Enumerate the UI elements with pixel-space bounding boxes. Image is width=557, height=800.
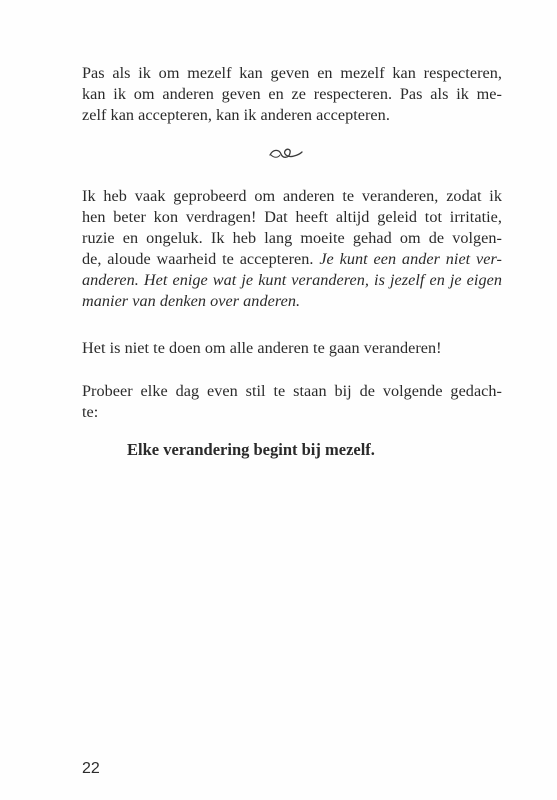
paragraph-reflect-daily — [82, 381, 502, 423]
paragraph-not-feasible — [82, 338, 502, 359]
text-line: Ik heb vaak geprobeerd om anderen te veranderen, zodat ik — [82, 187, 502, 205]
text-line-italic: manier van denken over anderen. — [82, 292, 301, 310]
text-line-mixed — [82, 249, 502, 270]
text-line: Pas als ik om mezelf kan geven en mezelf kan respecteren, — [82, 64, 502, 82]
text-line: ruzie en ongeluk. Ik heb lang moeite gehad om de volgen- — [82, 229, 502, 247]
paragraph-changing-others — [82, 186, 502, 312]
text-line: Het is niet te doen om alle anderen te gaan veranderen! — [82, 339, 442, 357]
text-line: Probeer elke dag even stil te staan bij de volgende gedach- — [82, 382, 502, 400]
text-line-italic: Je kunt een ander niet ver- — [319, 250, 502, 268]
text-line-roman: de, aloude waarheid te accepteren. — [82, 250, 314, 268]
text-line: kan ik om anderen geven en ze respecteren. Pas als ik me- — [82, 85, 502, 103]
text-line: zelf kan accepteren, kan ik anderen accepteren. — [82, 106, 390, 124]
text-line: hen beter kon verdragen! Dat heeft altijd geleid tot irritatie, — [82, 208, 502, 226]
swash-ornament-icon — [268, 146, 304, 160]
page-number: 22 — [82, 760, 100, 777]
paragraph-self-respect — [82, 63, 502, 126]
text-line-italic: anderen. Het enige wat je kunt veranderen, is jezelf en je eigen — [82, 271, 502, 289]
key-statement: Elke verandering begint bij mezelf. — [127, 440, 375, 459]
text-line: te: — [82, 403, 99, 421]
